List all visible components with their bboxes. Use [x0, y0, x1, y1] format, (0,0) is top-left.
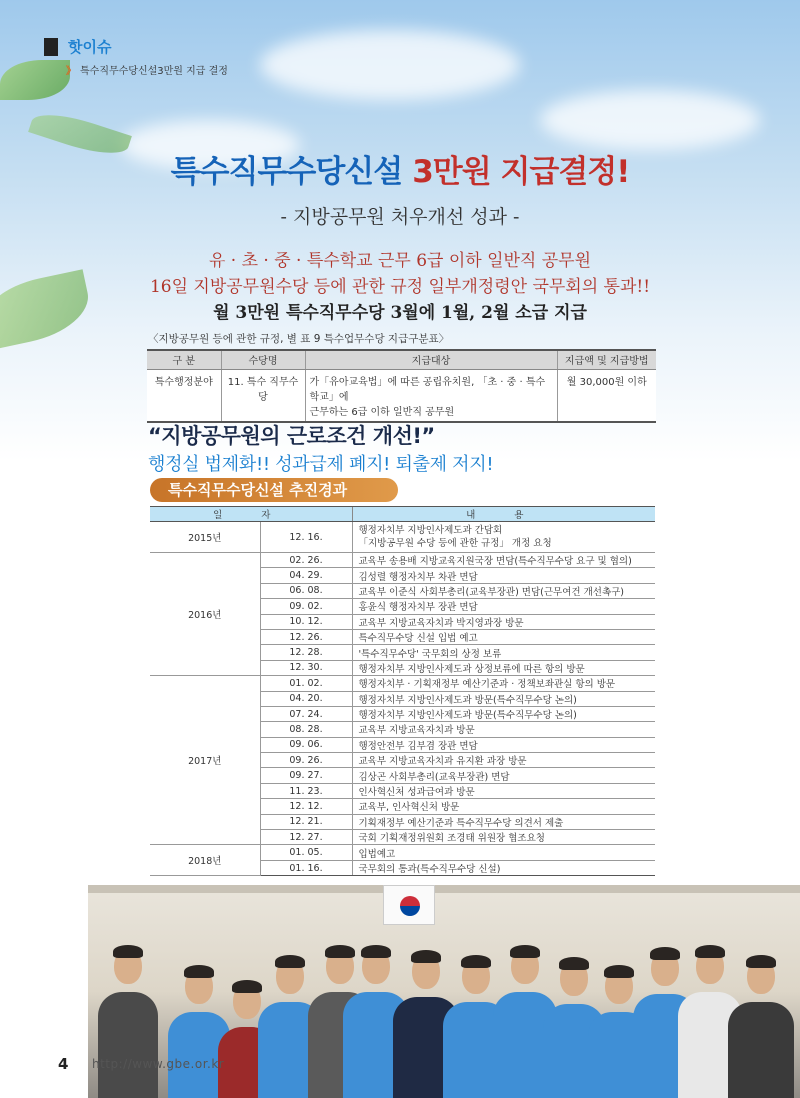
- person-hair: [184, 965, 214, 978]
- history-date: 01. 05.: [260, 845, 352, 860]
- page-title-red: 3만원 지급결정!: [412, 154, 630, 190]
- quote-heading: “지방공무원의 근로조건 개선!”: [148, 424, 435, 448]
- page-subtitle: - 지방공무원 처우개선 성과 -: [280, 206, 520, 228]
- history-content: 교육부 지방교육자치과 박지영과장 방문: [352, 614, 655, 629]
- history-body: [150, 522, 655, 876]
- table-row: [150, 553, 655, 568]
- pay-allowance-name: 11. 특수 직무수당: [221, 369, 305, 422]
- history-content: 행정자치부 지방인사제도과 방문(특수직무수당 논의): [352, 706, 655, 721]
- history-date: 09. 26.: [260, 753, 352, 768]
- history-content: 입법예고: [352, 845, 655, 860]
- history-content: '특수직무수당' 국무회의 상정 보류: [352, 645, 655, 660]
- history-date: 09. 06.: [260, 737, 352, 752]
- history-year: 2018년: [150, 845, 260, 876]
- history-date: 12. 16.: [260, 522, 352, 553]
- pay-target-line: 가「유아교육법」에 따른 공립유치원, 「초 · 중 · 특수학교」에: [309, 376, 546, 403]
- history-date: 11. 23.: [260, 783, 352, 798]
- history-content: 홍윤식 행정자치부 장관 면담: [352, 599, 655, 614]
- pay-table: [147, 349, 656, 423]
- history-content: 행정자치부 지방인사제도과 상정보류에 따른 항의 방문: [352, 660, 655, 675]
- history-year: 2016년: [150, 553, 260, 676]
- history-date: 12. 26.: [260, 629, 352, 644]
- taegeuk-icon: [400, 896, 420, 916]
- history-date: 04. 29.: [260, 568, 352, 583]
- pay-header-amount: 지급액 및 지급방법: [557, 350, 656, 369]
- history-year: 2015년: [150, 522, 260, 553]
- table-row: [150, 522, 655, 553]
- pay-target-line: 근무하는 6급 이하 일반직 공무원: [309, 406, 455, 418]
- history-content: 국회 기획재정위원회 조경태 위원장 협조요청: [352, 830, 655, 845]
- pay-amount: 월 30,000원 이하: [557, 369, 656, 422]
- table-row: [150, 845, 655, 860]
- pay-header-target: 지급대상: [305, 350, 557, 369]
- history-date: 12. 27.: [260, 830, 352, 845]
- pay-target: [305, 369, 557, 422]
- person-hair: [746, 955, 776, 968]
- history-content: 김성렬 행정자치부 차관 면담: [352, 568, 655, 583]
- history-content: 교육부 이준식 사회부총리(교육부장관) 면담(근무여건 개선촉구): [352, 583, 655, 598]
- slogan: 행정실 법제화!! 성과급제 폐지! 퇴출제 저지!: [148, 454, 494, 475]
- pay-table-caption: 〈지방공무원 등에 관한 규정, 별 표 9 특수업무수당 지급구분표〉: [148, 333, 450, 345]
- history-year: 2017년: [150, 676, 260, 845]
- lead-line-1: 유 · 초 · 중 · 특수학교 근무 6급 이하 일반직 공무원: [208, 251, 592, 271]
- history-date: 09. 27.: [260, 768, 352, 783]
- history-content: 국무회의 통과(특수직무수당 신설): [352, 860, 655, 875]
- pay-header-name: 수당명: [221, 350, 305, 369]
- table-row: [150, 676, 655, 691]
- table-row: [147, 369, 656, 422]
- person-hair: [695, 945, 725, 958]
- history-content: 교육부, 인사혁신처 방문: [352, 799, 655, 814]
- page-number: 4: [58, 1055, 69, 1073]
- history-table: [150, 506, 655, 876]
- history-content: 행정자치부 지방인사제도과 방문(특수직무수당 논의): [352, 691, 655, 706]
- cloud-decoration: [540, 90, 760, 150]
- history-header-date: 일 자: [150, 507, 352, 522]
- person-figure: [728, 958, 794, 1098]
- history-date: 01. 16.: [260, 860, 352, 875]
- history-date: 02. 26.: [260, 553, 352, 568]
- history-date: 12. 21.: [260, 814, 352, 829]
- history-date: 01. 02.: [260, 676, 352, 691]
- history-content: 인사혁신처 성과급여과 방문: [352, 783, 655, 798]
- leaf-decoration: [0, 60, 70, 100]
- person-hair: [411, 950, 441, 963]
- history-content: 특수직무수당 신설 입법 예고: [352, 629, 655, 644]
- history-header-content: 내 용: [352, 507, 655, 522]
- lead-line-2: 16일 지방공무원수당 등에 관한 규정 일부개정령안 국무회의 통과!!: [149, 277, 651, 297]
- history-content: 행정자치부 지방인사제도과 간담회 「지방공무원 수당 등에 관한 규정」 개정 요청: [352, 522, 655, 553]
- history-date: 12. 30.: [260, 660, 352, 675]
- pay-header-category: 구 분: [147, 350, 221, 369]
- history-content: 교육부 송용배 지방교육지원국장 면담(특수직무수당 요구 및 협의): [352, 553, 655, 568]
- wall-molding: [88, 885, 800, 893]
- history-content: 행정안전부 김부겸 장관 면담: [352, 737, 655, 752]
- page-title: [0, 146, 800, 191]
- person-figure: [98, 948, 158, 1098]
- person-hair: [559, 957, 589, 970]
- history-date: 08. 28.: [260, 722, 352, 737]
- section-title: 핫이슈: [68, 38, 112, 56]
- progress-label: 특수직무수당신설 추진경과: [150, 478, 398, 502]
- history-content: 기획재정부 예산기준과 특수직무수당 의견서 제출: [352, 814, 655, 829]
- history-date: 09. 02.: [260, 599, 352, 614]
- section-header: [44, 36, 111, 57]
- breadcrumb-text: 특수직무수당신설3만원 지급 결정: [80, 66, 228, 77]
- person-hair: [650, 947, 680, 960]
- korean-flag-icon: [383, 885, 435, 925]
- person-hair: [604, 965, 634, 978]
- person-body: [98, 992, 158, 1098]
- person-hair: [510, 945, 540, 958]
- person-hair: [275, 955, 305, 968]
- history-content: 행정자치부 · 기획재정부 예산기준과 · 정책보좌관실 항의 방문: [352, 676, 655, 691]
- footer-url[interactable]: http://www.gbe.or.kr: [92, 1057, 225, 1071]
- lead-line-3: 월 3만원 특수직무수당 3월에 1월, 2월 소급 지급: [213, 303, 587, 323]
- history-date: 06. 08.: [260, 583, 352, 598]
- history-date: 12. 12.: [260, 799, 352, 814]
- history-content: 교육부 지방교육자치과 방문: [352, 722, 655, 737]
- history-date: 04. 20.: [260, 691, 352, 706]
- history-date: 12. 28.: [260, 645, 352, 660]
- history-date: 10. 12.: [260, 614, 352, 629]
- breadcrumb: [66, 62, 228, 77]
- history-content: 김상곤 사회부총리(교육부장관) 면담: [352, 768, 655, 783]
- history-date: 07. 24.: [260, 706, 352, 721]
- person-hair: [461, 955, 491, 968]
- person-body: [728, 1002, 794, 1098]
- page-title-blue: 특수직무수당신설: [170, 154, 403, 190]
- chevron-right-icon: 》: [66, 66, 76, 77]
- cloud-decoration: [260, 30, 520, 100]
- square-marker-icon: [44, 38, 58, 56]
- person-hair: [361, 945, 391, 958]
- pay-category: 특수행정분야: [147, 369, 221, 422]
- person-hair: [113, 945, 143, 958]
- history-content: 교육부 지방교육자치과 유지환 과장 방문: [352, 753, 655, 768]
